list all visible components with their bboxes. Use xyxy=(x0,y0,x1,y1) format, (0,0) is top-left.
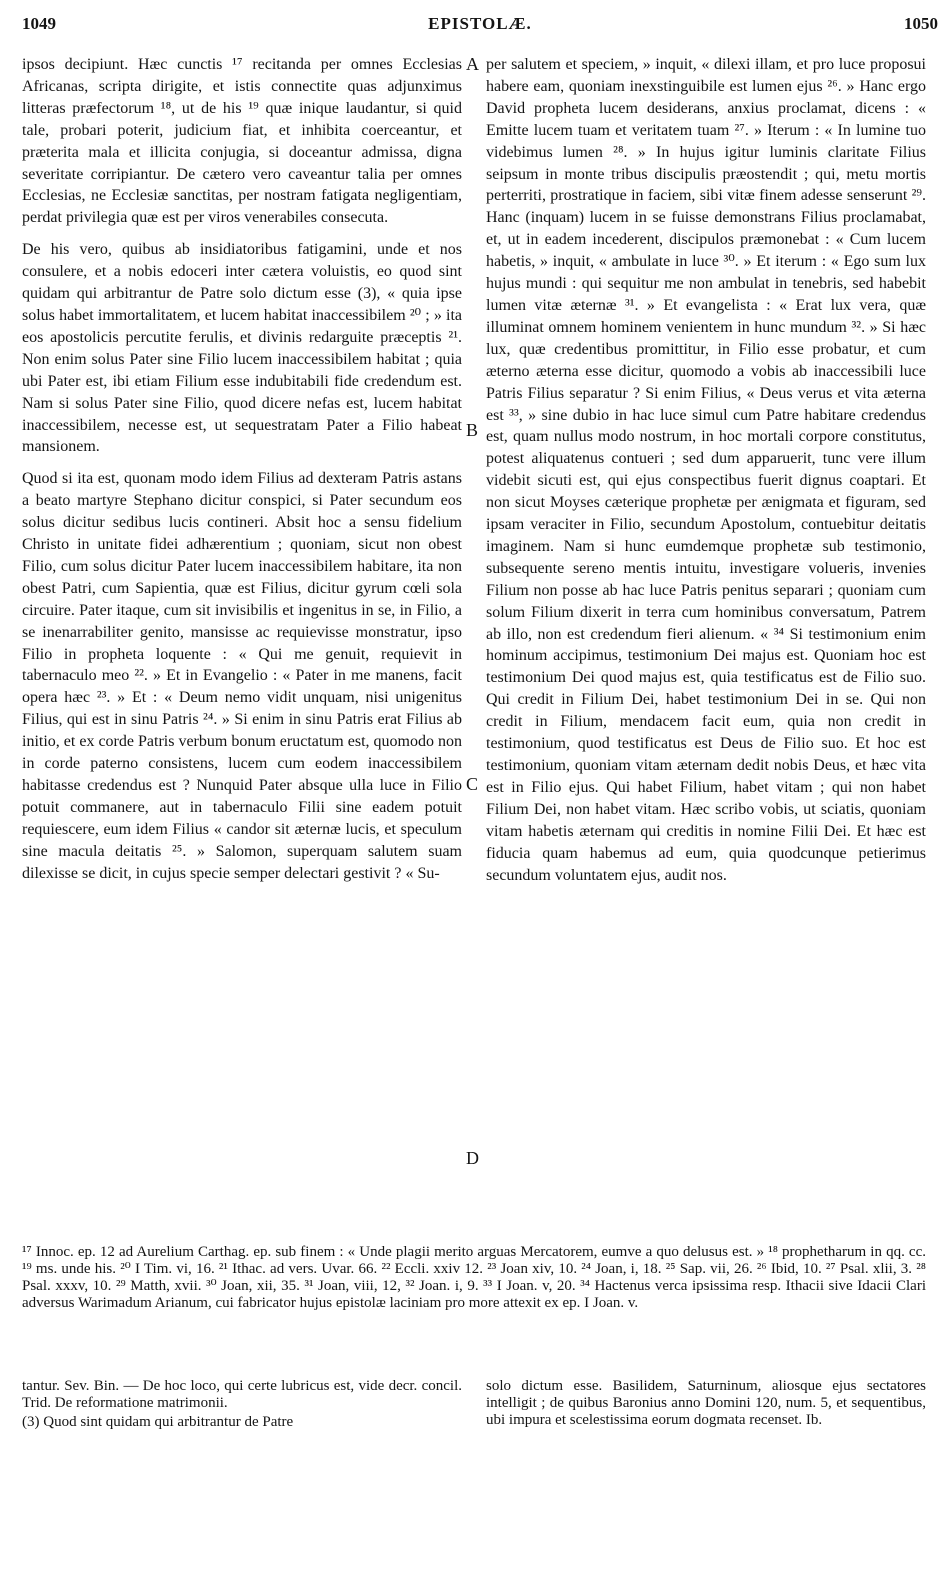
right-paragraph-1: per salutem et speciem, » inquit, « dilexi illam, et pro luce proposui habere eam, quoniam inexstinguibile est lumen ejus ²⁶. » Hanc ergo David propheta lucem desiderans, anxius proclamat, dicens : « Emitte lucem tuam et veritatem tuam ²⁷. » Iterum : « In lumine tuo videbimus lumen ²⁸. » In hujus igitur luminis claritate Filius seipsum in monte tribus discipulis præostendit ; qui, metu mortis perterriti, prostratique in faciem, sibi vitæ finem adesse senserunt ²⁹. Hanc (inquam) lucem in se fuisse demonstrans Filius proclamabat, et, ut in eadem incederent, discipulos præmonebat : « Cum lucem habetis, » inquit, « ambulate in luce ³⁰. » Et iterum : « Ego sum lux hujus mundi : qui sequitur me non ambulat in tenebris, sed habebit lumen vitæ æternæ ³¹. » Et evangelista : « Erat lux vera, quæ illuminat omnem hominem venientem in hunc mundum ³². » Si hæc lux, quæ credentibus promittitur, in Filio esse probatur, et cum æterno æterna esse dicitur, quomodo a vobis ab inaccessibili luce Patris Filius separatur ? Si enim Filius, « Deus verus et vita æterna est ³³, » sine dubio in hac luce simul cum Patre habitare credendus est, quam nullus modo nostrum, in hoc mortali corpore constitutus, potest aliquatenus contueri ; sed dum apparuerit, tunc vere illum videbit sicuti est, qui ejus conspectibus fuerit dignus coaptari. Et non sicut Moyses cæterique prophetæ per ænigmata et figuram, sed ipsam veraciter in Filio, secundum Apostolum, contuebitur deitatis imaginem. Nam si hunc eumdemque prophetæ sub testimonio, subsequente sereno mentis intuitu, investigare volueris, invenies Filium non posse ab hac luce Patris penitus separari ; quoniam cum solum Filium dixerit in terra cum hominibus conversatum, Patrem ab illo, non est credendum fieri alienum. « ³⁴ Si testimonium enim hominum accipimus, testimonium Dei majus est. Quoniam hoc est testimonium Dei quod majus est, quia testificatus est de Filio suo. Qui credit in Filium Dei, habet testimonium Dei in se. Qui non credit in Filium, mendacem facit eum, quia non credit in testimonium, quod testificatus est Deus de Filio suo. Et hoc est testimonium, quoniam vitam æternam dedit nobis Deus, et hæc vita est in Filio ejus. Qui habet Filium, habet vitam ; qui non habet Filium Dei, non habet vitam. Hæc scribo vobis, ut sciatis, quoniam vitam habetis æternam qui creditis in nomine Filii Dei. Et hæc est fiducia quam habemus ad eum, quia quodcunque petierimus secundum voluntatem ejus, audit nos. xyxy=(486,56,926,884)
bottom-note-left-1: tantur. Sev. Bin. — De hoc loco, qui certe lubricus est, vide decr. concil. Trid. De reformatione matrimonii. xyxy=(22,1378,462,1411)
right-column xyxy=(486,54,926,896)
left-paragraph-1: ipsos decipiunt. Hæc cunctis ¹⁷ recitanda per omnes Ecclesias Africanas, scripta dirigite, et istis connectite quas adjunximus litteras præfectorum ¹⁸, ut de his ¹⁹ quæ inique laudantur, si quid tale, probari poterit, judicium fiat, et inhibita coerceantur, et præterita mala et illicita conjugia, si doceantur admissa, digna severitate corripiantur. De cætero vero caveantur talia per omnes Ecclesias, ne Ecclesiæ sanctitas, per nostram fatigata negligentiam, perdat privilegia quæ est per viros venerabiles consecuta. xyxy=(22,56,462,227)
left-page-number: 1049 xyxy=(22,14,56,33)
bottom-note-right-1: solo dictum esse. Basilidem, Saturninum, aliosque ejus sectatores intelligit ; de quibus Baronius anno Domini 120, num. 5, et sequentibus, ubi impura et scelestissima eorum dogmata recenset. Ib. xyxy=(486,1378,926,1428)
bottom-notes-right xyxy=(486,1378,926,1431)
running-title: EPISTOLÆ. xyxy=(428,14,532,33)
left-paragraph-2: De his vero, quibus ab insidiatoribus fatigamini, unde et nos consulere, et a nobis edoceri inter cætera voluistis, eo quod sint quidam qui arbitrantur de Patre solo dictum esse (3), « quia ipse solus habet immortalitatem, et lucem habitat inaccessibilem ²⁰ ; » ita eos apostolicis percutite ferulis, et divinis redarguite præceptis ²¹. Non enim solus Pater sine Filio lucem inaccessibilem habitat ; quia ubi Pater est, ibi etiam Filium esse indubitabili fide credendum est. Nam si solus Pater sine Filio, quod dicere nefas est, lucem habitat inaccessibilem, necesse est, ut sequestratam Pater a Filio habeat mansionem. xyxy=(22,241,462,456)
margin-letter-c: C xyxy=(466,774,479,794)
bottom-notes-left xyxy=(22,1378,462,1433)
margin-letter-a: A xyxy=(466,54,479,74)
left-paragraph-3: Quod si ita est, quonam modo idem Filius ad dexteram Patris astans a beato martyre Stephano dicitur conspici, si Pater secundum eos solus dicitur sedibus lucis contineri. Absit hoc a sensu fidelium Christo in unitate fidei adhærentium ; quoniam, sicut non obest Filio, cum solus dicitur Pater lucem inaccessibilem habitare, ita non obest Patri, cum Sapientia, quæ est Filius, dicitur gyrum cœli sola circuire. Pater itaque, cum sit invisibilis et ingenitus in se, in Filio, a se inenarrabiliter genito, mansisse ac requievisse monstratur, ipso Filio in propheta loquente : « Qui me genuit, requievit in tabernaculo meo ²². » Et in Evangelio : « Pater in me manens, facit opera hæc ²³. » Et : « Deum nemo vidit unquam, nisi unigenitus Filius, qui est in sinu Patris ²⁴. » Si enim in sinu Patris erat Filius ab initio, et ex corde Patris verbum bonum eructatum est, quomodo non in corde paterno consistens, lucem cum eodem inaccessibilem habitasse credendus est ? Nunquid Pater absque ulla luce in Filio potuit commanere, aut in tabernaculo Filii sine eadem potuit requiescere, eum idem Filius « candor sit æternæ lucis, et speculum sine macula deitatis ²⁵. » Salomon, superquam salutem suam dilexisse se dicit, in cujus specie semper delectari gestivit ? « Su- xyxy=(22,470,462,882)
left-column xyxy=(22,54,462,895)
running-header xyxy=(22,14,938,42)
footnotes: ¹⁷ Innoc. ep. 12 ad Aurelium Carthag. ep. sub finem : « Unde plagii merito arguas Mercatorem, eumve a quo delusus est. » ¹⁸ prophetharum in qq. cc. ¹⁹ ms. unde his. ²⁰ I Tim. vi, 16. ²¹ Ithac. ad vers. Uvar. 66. ²² Eccli. xxiv 12. ²³ Joan xiv, 10. ²⁴ Joan, i, 18. ²⁵ Sap. vii, 26. ²⁶ Ibid, 10. ²⁷ Psal. xlii, 3. ²⁸ Psal. xxxv, 10. ²⁹ Matth, xvii. ³⁰ Joan, xii, 35. ³¹ Joan, viii, 12, ³² Joan. i, 9. ³³ I Joan. v, 20. ³⁴ Hactenus verca ipsissima resp. Ithacii sive Idacii Clari adversus Warimadum Arianum, cui fabricator hujus epistolæ laciniam pro more attexit ex ep. I Joan. v. xyxy=(22,1244,926,1311)
margin-letter-d: D xyxy=(466,1148,479,1168)
margin-letter-b: B xyxy=(466,420,479,440)
bottom-note-left-2: (3) Quod sint quidam qui arbitrantur de Patre xyxy=(22,1414,294,1430)
right-page-number: 1050 xyxy=(904,14,938,33)
